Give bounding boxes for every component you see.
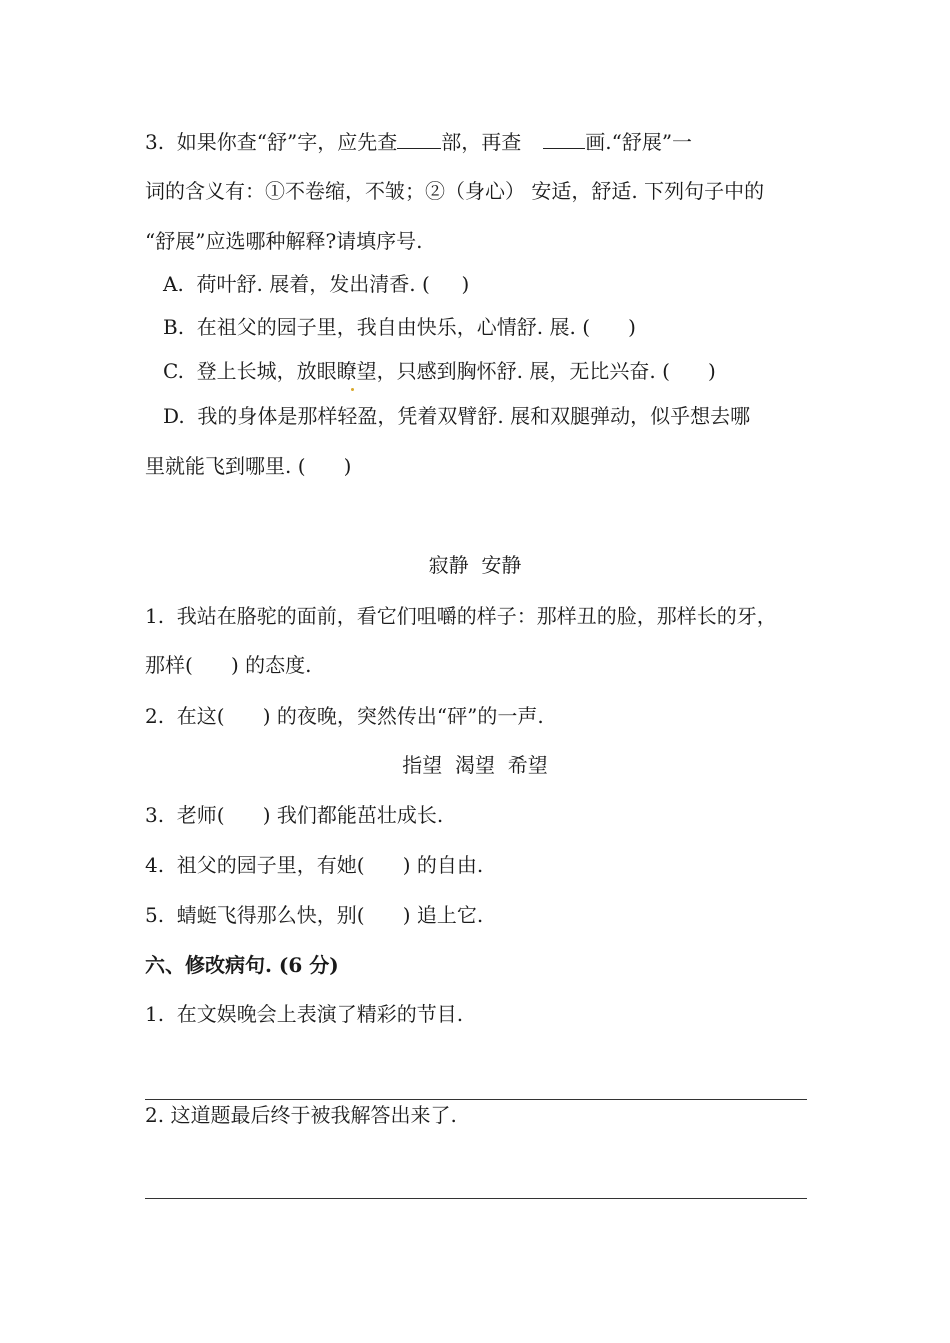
correction-item-2: 2. 这道题最后终于被我解答出来了. (145, 1103, 457, 1127)
answer-line-2[interactable] (145, 1198, 807, 1199)
fill-item-4[interactable]: 4. 祖父的园子里，有她( ) 的自由. (145, 853, 484, 877)
fill-item-5[interactable]: 5. 蜻蜓飞得那么快，别( ) 追上它. (145, 903, 484, 927)
q3-line1-part-b: 部，再查 (441, 130, 522, 154)
q3-line2: 词的含义有：①不卷缩，不皱；②（身心） 安适，舒适. 下列句子中的 (145, 179, 765, 203)
word-group-1-text: 寂静 安静 (428, 553, 522, 577)
word-group-1-words (0, 551, 950, 579)
q3-option-c[interactable]: C. 登上长城，放眼瞭望，只感到胸怀舒. 展，无比兴奋. ( ) (163, 359, 716, 383)
q3-line1 (145, 126, 692, 156)
q3-line3: “舒展”应选哪种解释?请填序号. (145, 229, 423, 253)
fill-item-3[interactable]: 3. 老师( ) 我们都能茁壮成长. (145, 803, 444, 827)
correction-item-1: 1. 在文娱晚会上表演了精彩的节目. (145, 1002, 464, 1026)
fill-item-1-line2[interactable]: 那样( ) 的态度. (145, 653, 312, 677)
q3-line1-part-a: 3. 如果你查“舒”字，应先查 (145, 130, 398, 154)
word-group-2-words (0, 751, 950, 779)
answer-line-1[interactable] (145, 1099, 807, 1100)
word-group-2-text: 指望 渴望 希望 (402, 753, 548, 777)
radical-blank[interactable] (397, 126, 441, 149)
q3-option-d-cont: 里就能飞到哪里. ( ) (145, 454, 352, 478)
q3-option-d[interactable]: D. 我的身体是那样轻盈，凭着双臂舒. 展和双腿弹动，似乎想去哪 (163, 404, 751, 428)
q3-option-a[interactable]: A. 荷叶舒. 展着，发出清香. ( ) (163, 272, 470, 296)
fill-item-1-line1: 1. 我站在胳驼的面前，看它们咀嚼的样子：那样丑的脸，那样长的牙， (145, 604, 777, 628)
section-6-heading: 六、修改病句. (6 分) (145, 953, 339, 977)
q3-line1-part-c: 画.“舒展”一 (585, 130, 693, 154)
stroke-blank[interactable] (543, 126, 585, 149)
stray-dot (351, 388, 354, 391)
fill-item-2[interactable]: 2. 在这( ) 的夜晚，突然传出“砰”的一声. (145, 704, 544, 728)
q3-option-b[interactable]: B. 在祖父的园子里，我自由快乐，心情舒. 展. ( ) (163, 315, 636, 339)
